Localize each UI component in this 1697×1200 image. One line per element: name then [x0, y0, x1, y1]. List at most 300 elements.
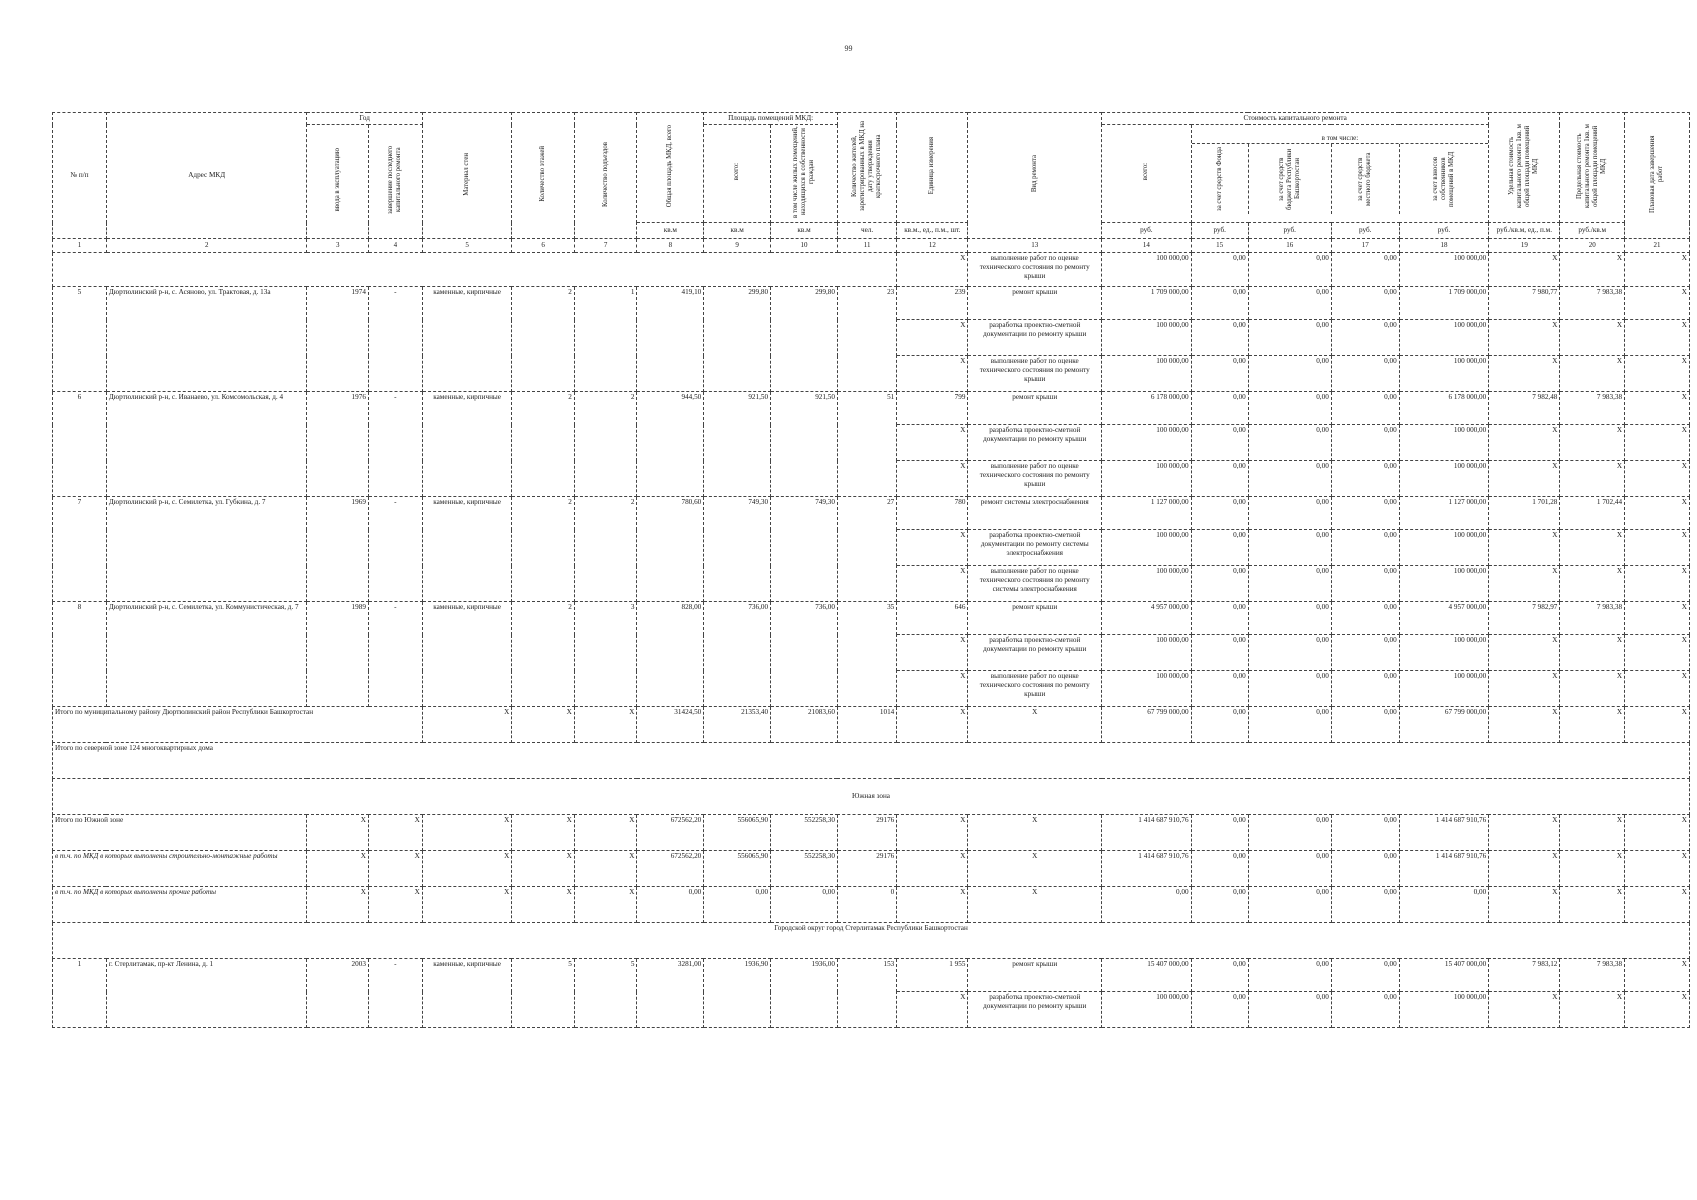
col-number: 13 [968, 239, 1102, 253]
hdr-wall-material: Материал стен [422, 113, 512, 239]
residential-area: 1936,00 [771, 959, 838, 1028]
residential-area: 736,00 [771, 602, 838, 707]
cell-x: X [512, 887, 575, 923]
work-type-cell: выполнение работ по оценке технического состояния по ремонту крыши [968, 253, 1102, 287]
cost-total-cell: 100 000,00 [1102, 992, 1192, 1028]
hdr-owners: за счет взносов собственников помещений в МКД [1432, 150, 1456, 207]
unit-area-residential: кв.м [771, 223, 838, 239]
cost-republic-cell: 0,00 [1248, 992, 1331, 1028]
empty-cell [53, 253, 897, 287]
cell-x: X [1625, 671, 1690, 707]
hdr-including-block [1191, 125, 1489, 223]
cell-x: X [897, 671, 968, 707]
wall-material: каменные, кирпичные [422, 602, 512, 707]
cost-republic-cell: 0,00 [1248, 635, 1331, 671]
cost-owners-cell: 1 414 687 910,76 [1399, 815, 1489, 851]
cell-x: X [1489, 992, 1560, 1028]
table-row [53, 253, 1690, 287]
total-area: 780,60 [637, 497, 704, 602]
hdr-premises-group: Площадь помещений МКД: [704, 113, 838, 125]
south-zone-label: Южная зона [53, 779, 1690, 815]
max-cost-cell: 1 702,44 [1560, 497, 1625, 530]
col-number: 6 [512, 239, 575, 253]
district-total-row [53, 707, 1690, 743]
residents: 0 [837, 887, 896, 923]
cell-x: X [422, 815, 512, 851]
cell-x: X [1489, 671, 1560, 707]
cost-republic-cell: 0,00 [1248, 530, 1331, 566]
entrances: 2 [574, 497, 637, 602]
cell-x: X [1489, 356, 1560, 392]
cost-republic-cell: 0,00 [1248, 392, 1331, 425]
measure-value: 646 [897, 602, 968, 635]
cell-x: X [1625, 992, 1690, 1028]
premises-area: 299,80 [704, 287, 771, 392]
cell-x: X [368, 815, 422, 851]
premises-area: 556065,90 [704, 815, 771, 851]
cell-x: X [1560, 461, 1625, 497]
unit-cost-cell: 7 983,12 [1489, 959, 1560, 992]
cost-owners-cell: 67 799 000,00 [1399, 707, 1489, 743]
unit-cost-cell: 7 982,48 [1489, 392, 1560, 425]
year-last-repair: - [368, 602, 422, 707]
total-area: 672562,20 [637, 815, 704, 851]
year-commission: 1976 [307, 392, 368, 497]
floors: 2 [512, 497, 575, 602]
north-total-label: Итого по северной зоне 124 многоквартирных дома [53, 743, 1690, 779]
cell-x: X [897, 566, 968, 602]
cell-x: X [968, 707, 1102, 743]
cell-x: X [897, 992, 968, 1028]
cost-fund-cell: 0,00 [1191, 530, 1248, 566]
cell-x: X [1560, 707, 1625, 743]
unit-cost-cell: 7 982,97 [1489, 602, 1560, 635]
unit-cost-cell: 7 980,77 [1489, 287, 1560, 320]
residents: 29176 [837, 815, 896, 851]
cost-fund-cell: 0,00 [1191, 497, 1248, 530]
premises-area: 921,50 [704, 392, 771, 497]
col-number: 17 [1331, 239, 1399, 253]
cost-owners-cell: 100 000,00 [1399, 461, 1489, 497]
cell-x: X [1489, 707, 1560, 743]
cost-total-cell: 100 000,00 [1102, 425, 1192, 461]
hdr-fund: за счет средств Фонда [1215, 146, 1223, 211]
cost-owners-cell: 100 000,00 [1399, 635, 1489, 671]
cost-republic-cell: 0,00 [1248, 320, 1331, 356]
premises-area: 736,00 [704, 602, 771, 707]
max-cost-cell: 7 983,38 [1560, 287, 1625, 320]
cost-fund-cell: 0,00 [1191, 602, 1248, 635]
cell-x: X [1625, 356, 1690, 392]
house-address: Дюртюлинский р-н, с. Иванаево, ул. Комсомольская, д. 4 [106, 392, 307, 497]
work-type-cell: ремонт крыши [968, 287, 1102, 320]
cost-republic-cell: 0,00 [1248, 287, 1331, 320]
year-last-repair: - [368, 959, 422, 1028]
col-number: 7 [574, 239, 637, 253]
cell-x: X [574, 815, 637, 851]
cost-republic-cell: 0,00 [1248, 461, 1331, 497]
floors: 2 [512, 287, 575, 392]
cell-x: X [1625, 887, 1690, 923]
cost-owners-cell: 4 957 000,00 [1399, 602, 1489, 635]
hdr-cost-total: всего: [1102, 125, 1192, 223]
year-commission: 1989 [307, 602, 368, 707]
residential-area: 299,80 [771, 287, 838, 392]
year-commission: 2003 [307, 959, 368, 1028]
cell-x: X [422, 851, 512, 887]
unit-people: чел. [837, 223, 896, 239]
cell-x: X [897, 851, 968, 887]
cost-fund-cell: 0,00 [1191, 707, 1248, 743]
premises-area: 556065,90 [704, 851, 771, 887]
cell-x: X [1489, 461, 1560, 497]
hdr-max-cost: Предельная стоимость капитального ремонта 1кв. м общей площади помещений МКД [1560, 113, 1625, 223]
residents: 1014 [837, 707, 896, 743]
work-type-cell: разработка проектно-сметной документации по ремонту крыши [968, 320, 1102, 356]
house-number: 8 [53, 602, 107, 707]
premises-area: 0,00 [704, 887, 771, 923]
cost-owners-cell: 100 000,00 [1399, 992, 1489, 1028]
wall-material: каменные, кирпичные [422, 959, 512, 1028]
cell-x: X [1625, 815, 1690, 851]
work-type-cell: ремонт крыши [968, 959, 1102, 992]
entrances: 2 [574, 392, 637, 497]
cost-fund-cell: 0,00 [1191, 425, 1248, 461]
col-number: 8 [637, 239, 704, 253]
work-type-cell: ремонт крыши [968, 392, 1102, 425]
work-type-cell: выполнение работ по оценке технического состояния по ремонту крыши [968, 461, 1102, 497]
cost-local-cell: 0,00 [1331, 851, 1399, 887]
cost-owners-cell: 100 000,00 [1399, 425, 1489, 461]
total-area: 31424,50 [637, 707, 704, 743]
entrances: 3 [574, 602, 637, 707]
cell-x: X [1625, 392, 1690, 425]
hdr-floors: Количество этажей [512, 113, 575, 239]
south-construction-label: в т.ч. по МКД в которых выполнены строительно-монтажные работы [53, 851, 307, 887]
cost-fund-cell: 0,00 [1191, 392, 1248, 425]
max-cost-cell: 7 983,38 [1560, 392, 1625, 425]
cell-x: X [968, 851, 1102, 887]
cost-local-cell: 0,00 [1331, 602, 1399, 635]
hdr-unit-measure: Единица измерения [897, 113, 968, 223]
col-number: 1 [53, 239, 107, 253]
total-area: 672562,20 [637, 851, 704, 887]
cell-x: X [1489, 635, 1560, 671]
cell-x: X [897, 815, 968, 851]
residential-area: 21083,60 [771, 707, 838, 743]
unit-rub-fund: руб. [1191, 223, 1248, 239]
work-type-cell: выполнение работ по оценке технического состояния по ремонту системы электроснабжения [968, 566, 1102, 602]
cell-x: X [1625, 253, 1690, 287]
cell-x: X [1625, 707, 1690, 743]
cell-x: X [897, 635, 968, 671]
cell-x: X [897, 320, 968, 356]
cost-fund-cell: 0,00 [1191, 287, 1248, 320]
cost-total-cell: 67 799 000,00 [1102, 707, 1192, 743]
cost-owners-cell: 6 178 000,00 [1399, 392, 1489, 425]
cell-x: X [897, 356, 968, 392]
cell-x: X [1625, 425, 1690, 461]
total-area: 419,10 [637, 287, 704, 392]
unit-area-premises: кв.м [704, 223, 771, 239]
cost-owners-cell: 15 407 000,00 [1399, 959, 1489, 992]
premises-area: 1936,90 [704, 959, 771, 1028]
page-number: 99 [844, 44, 853, 53]
cell-x: X [1625, 530, 1690, 566]
work-type-cell: выполнение работ по оценке технического состояния по ремонту крыши [968, 671, 1102, 707]
cost-owners-cell: 100 000,00 [1399, 320, 1489, 356]
cost-local-cell: 0,00 [1331, 497, 1399, 530]
cost-republic-cell: 0,00 [1248, 602, 1331, 635]
measure-value: 799 [897, 392, 968, 425]
total-area: 0,00 [637, 887, 704, 923]
cell-x: X [574, 707, 637, 743]
cell-x: X [1489, 566, 1560, 602]
cost-total-cell: 100 000,00 [1102, 566, 1192, 602]
cost-local-cell: 0,00 [1331, 461, 1399, 497]
cost-local-cell: 0,00 [1331, 887, 1399, 923]
hdr-unit-cost: Удельная стоимость капитального ремонта 1кв. м общей площади помещений МКД [1489, 113, 1560, 223]
year-commission: 1974 [307, 287, 368, 392]
cell-x: X [1560, 356, 1625, 392]
cost-fund-cell: 0,00 [1191, 851, 1248, 887]
hdr-local-budget: за счет средств местного бюджета [1357, 151, 1373, 206]
work-type-cell: ремонт системы электроснабжения [968, 497, 1102, 530]
hdr-republic-budget: за счет средств бюджета Республики Башкортостан [1277, 147, 1301, 210]
south-other-label: в т.ч. по МКД в которых выполнены прочие работы [53, 887, 307, 923]
col-number: 20 [1560, 239, 1625, 253]
hdr-planned-date: Плановая дата завершения работ [1625, 113, 1690, 239]
work-type-cell: разработка проектно-сметной документации по ремонту крыши [968, 992, 1102, 1028]
hdr-year-commission: ввода в эксплуатацию [307, 125, 368, 239]
cell-x: X [1625, 602, 1690, 635]
work-type-cell: разработка проектно-сметной документации по ремонту системы электроснабжения [968, 530, 1102, 566]
column-numbers-row [53, 239, 1690, 253]
unit-rub-owners: руб. [1399, 223, 1489, 239]
cost-republic-cell: 0,00 [1248, 356, 1331, 392]
cost-fund-cell: 0,00 [1191, 635, 1248, 671]
south-total-row [53, 815, 1690, 851]
col-number: 2 [106, 239, 307, 253]
col-number: 21 [1625, 239, 1690, 253]
col-number: 3 [307, 239, 368, 253]
hdr-year-last-repair: завершение последнего капитального ремонта [368, 125, 422, 239]
cost-fund-cell: 0,00 [1191, 959, 1248, 992]
cell-x: X [307, 887, 368, 923]
col-number: 16 [1248, 239, 1331, 253]
cell-x: X [897, 707, 968, 743]
residential-area: 749,30 [771, 497, 838, 602]
cost-fund-cell: 0,00 [1191, 461, 1248, 497]
hdr-premises-residential: в том числе жилых помещений, находящихся в собственности граждан [771, 125, 838, 223]
cost-fund-cell: 0,00 [1191, 815, 1248, 851]
cell-x: X [968, 887, 1102, 923]
cost-fund-cell: 0,00 [1191, 992, 1248, 1028]
cost-total-cell: 1 414 687 910,76 [1102, 851, 1192, 887]
residential-area: 552258,30 [771, 851, 838, 887]
cost-local-cell: 0,00 [1331, 707, 1399, 743]
entrances: 5 [574, 959, 637, 1028]
cell-x: X [1560, 671, 1625, 707]
hdr-work-type: Вид ремонта [968, 113, 1102, 239]
measure-value: 239 [897, 287, 968, 320]
cost-owners-cell: 1 127 000,00 [1399, 497, 1489, 530]
cost-fund-cell: 0,00 [1191, 320, 1248, 356]
cost-total-cell: 100 000,00 [1102, 530, 1192, 566]
entrances: 1 [574, 287, 637, 392]
cell-x: X [368, 887, 422, 923]
cost-owners-cell: 100 000,00 [1399, 356, 1489, 392]
max-cost-cell: 7 983,38 [1560, 959, 1625, 992]
hdr-address: Адрес МКД [106, 113, 307, 239]
cell-x: X [1560, 635, 1625, 671]
cell-x: X [1489, 425, 1560, 461]
col-number: 14 [1102, 239, 1192, 253]
cost-owners-cell: 1 709 000,00 [1399, 287, 1489, 320]
cell-x: X [1489, 253, 1560, 287]
work-type-cell: ремонт крыши [968, 602, 1102, 635]
col-number: 10 [771, 239, 838, 253]
house-address: Дюртюлинский р-н, с. Семилетка, ул. Коммунистическая, д. 7 [106, 602, 307, 707]
cell-x: X [422, 887, 512, 923]
cost-total-cell: 1 127 000,00 [1102, 497, 1192, 530]
cell-x: X [1560, 992, 1625, 1028]
house-number: 7 [53, 497, 107, 602]
table-row [53, 287, 1690, 320]
cost-local-cell: 0,00 [1331, 287, 1399, 320]
cost-total-cell: 100 000,00 [1102, 671, 1192, 707]
unit-area-total: кв.м [637, 223, 704, 239]
cell-x: X [368, 851, 422, 887]
col-number: 15 [1191, 239, 1248, 253]
cell-x: X [1489, 320, 1560, 356]
unit-rub-sqm: руб./кв.м, ед., п.м. [1489, 223, 1560, 239]
cell-x: X [512, 707, 575, 743]
cell-x: X [574, 887, 637, 923]
unit-rub-total: руб. [1102, 223, 1192, 239]
year-commission: 1969 [307, 497, 368, 602]
unit-rub-local: руб. [1331, 223, 1399, 239]
cost-local-cell: 0,00 [1331, 566, 1399, 602]
header-row-1 [53, 113, 1690, 125]
cell-x: X [1560, 253, 1625, 287]
cost-local-cell: 0,00 [1331, 530, 1399, 566]
cost-republic-cell: 0,00 [1248, 671, 1331, 707]
premises-area: 21353,40 [704, 707, 771, 743]
cost-owners-cell: 100 000,00 [1399, 530, 1489, 566]
wall-material: каменные, кирпичные [422, 497, 512, 602]
cost-total-cell: 15 407 000,00 [1102, 959, 1192, 992]
hdr-including: в том числе: [1192, 134, 1489, 144]
cost-local-cell: 0,00 [1331, 392, 1399, 425]
cost-total-cell: 1 709 000,00 [1102, 287, 1192, 320]
residents: 23 [837, 287, 896, 392]
cost-owners-cell: 100 000,00 [1399, 566, 1489, 602]
cell-x: X [307, 851, 368, 887]
col-number: 12 [897, 239, 968, 253]
residents: 153 [837, 959, 896, 1028]
city-header-row [53, 923, 1690, 959]
south-total-label: Итого по Южной зоне [53, 815, 307, 851]
cost-fund-cell: 0,00 [1191, 566, 1248, 602]
floors: 5 [512, 959, 575, 1028]
cost-republic-cell: 0,00 [1248, 566, 1331, 602]
cell-x: X [897, 425, 968, 461]
cell-x: X [1625, 287, 1690, 320]
hdr-entrances: Количество подъездов [574, 113, 637, 239]
cost-fund-cell: 0,00 [1191, 253, 1248, 287]
cell-x: X [1625, 497, 1690, 530]
cell-x: X [1625, 566, 1690, 602]
cost-owners-cell: 100 000,00 [1399, 253, 1489, 287]
cost-republic-cell: 0,00 [1248, 959, 1331, 992]
cost-owners-cell: 0,00 [1399, 887, 1489, 923]
total-area: 3281,00 [637, 959, 704, 1028]
table-row [53, 959, 1690, 992]
cost-republic-cell: 0,00 [1248, 497, 1331, 530]
cell-x: X [1560, 887, 1625, 923]
cell-x: X [1560, 425, 1625, 461]
cell-x: X [1560, 320, 1625, 356]
col-number: 4 [368, 239, 422, 253]
cell-x: X [307, 815, 368, 851]
residents: 35 [837, 602, 896, 707]
cost-republic-cell: 0,00 [1248, 425, 1331, 461]
cost-owners-cell: 100 000,00 [1399, 671, 1489, 707]
cell-x: X [1489, 815, 1560, 851]
cost-local-cell: 0,00 [1331, 671, 1399, 707]
unit-measure: кв.м., ед., п.м., шт. [897, 223, 968, 239]
cost-republic-cell: 0,00 [1248, 887, 1331, 923]
hdr-cost-group: Стоимость капитального ремонта [1102, 113, 1489, 125]
floors: 2 [512, 392, 575, 497]
residential-area: 552258,30 [771, 815, 838, 851]
hdr-no: № п/п [53, 113, 107, 239]
cost-total-cell: 100 000,00 [1102, 461, 1192, 497]
cost-local-cell: 0,00 [1331, 425, 1399, 461]
measure-value: 780 [897, 497, 968, 530]
residential-area: 0,00 [771, 887, 838, 923]
cost-local-cell: 0,00 [1331, 959, 1399, 992]
cell-x: X [1560, 530, 1625, 566]
house-address: г. Стерлитамак, пр-кт Ленина, д. 1 [106, 959, 307, 1028]
cell-x: X [1489, 530, 1560, 566]
work-type-cell: разработка проектно-сметной документации по ремонту крыши [968, 635, 1102, 671]
repair-plan-table [52, 112, 1690, 1028]
cost-local-cell: 0,00 [1331, 320, 1399, 356]
cost-total-cell: 4 957 000,00 [1102, 602, 1192, 635]
premises-area: 749,30 [704, 497, 771, 602]
col-number: 18 [1399, 239, 1489, 253]
house-number: 1 [53, 959, 107, 1028]
unit-rub-sqm-max: руб./кв.м [1560, 223, 1625, 239]
wall-material: каменные, кирпичные [422, 392, 512, 497]
col-number: 11 [837, 239, 896, 253]
cost-local-cell: 0,00 [1331, 356, 1399, 392]
cost-republic-cell: 0,00 [1248, 851, 1331, 887]
cell-x: X [897, 253, 968, 287]
wall-material: каменные, кирпичные [422, 287, 512, 392]
total-area: 828,00 [637, 602, 704, 707]
work-type-cell: разработка проектно-сметной документации по ремонту крыши [968, 425, 1102, 461]
house-number: 5 [53, 287, 107, 392]
hdr-year-group: Год [307, 113, 422, 125]
cost-total-cell: 100 000,00 [1102, 635, 1192, 671]
year-last-repair: - [368, 287, 422, 392]
cost-republic-cell: 0,00 [1248, 815, 1331, 851]
year-last-repair: - [368, 497, 422, 602]
south-construction-row [53, 851, 1690, 887]
